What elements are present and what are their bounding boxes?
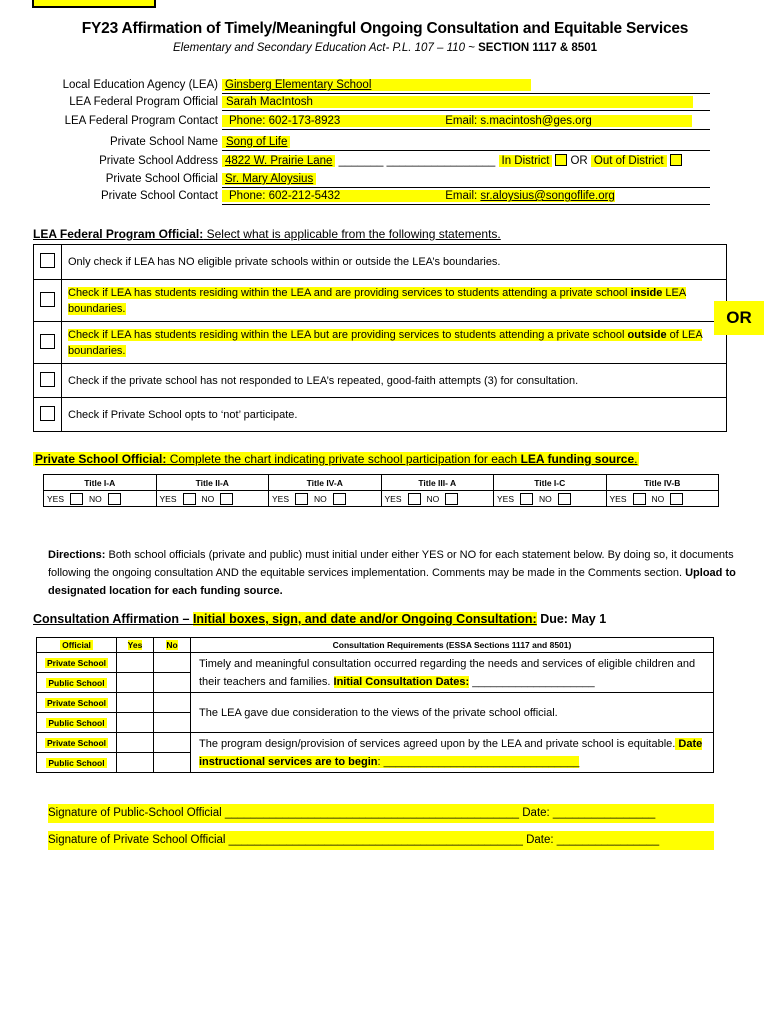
yes-checkbox[interactable] [183, 493, 196, 505]
yes-initial-box[interactable] [117, 713, 154, 733]
funding-yes-no-cell: YES NO [269, 491, 382, 507]
statement-text: Check if LEA has students residing within the LEA but are providing services to students attending a private school outside of LEA boundaries. [62, 322, 727, 364]
statement-checkbox-cell [34, 364, 62, 398]
private-section-heading: Private School Official: Complete the chart indicating private school participation for each LEA funding source. [35, 452, 638, 466]
no-initial-box[interactable] [154, 673, 191, 693]
yes-initial-box[interactable] [117, 693, 154, 713]
document-title: FY23 Affirmation of Timely/Meaningful Ongoing Consultation and Equitable Services [81, 20, 689, 37]
lea-contact-label: LEA Federal Program Contact [64, 115, 218, 127]
private-school-contact-email-prefix: Email: [445, 190, 481, 202]
or-label: OR [570, 155, 588, 167]
funding-header: Title II-A [156, 475, 269, 491]
lea-official-field[interactable] [222, 95, 710, 111]
private-school-contact-field[interactable] [222, 189, 710, 205]
private-school-official-field[interactable] [222, 172, 710, 188]
lea-contact-field[interactable] [222, 114, 710, 130]
statement-text: Check if the private school has not responded to LEA’s repeated, good-faith attempts (3) for consultation. [62, 364, 727, 398]
statement-checkbox[interactable] [40, 253, 55, 268]
lea-official-label: LEA Federal Program Official [69, 96, 218, 108]
no-checkbox[interactable] [333, 493, 346, 505]
yes-checkbox[interactable] [70, 493, 83, 505]
lea-contact-phone: Phone: 602-173-8923 [222, 115, 445, 127]
funding-yes-no-cell: YES NO [156, 491, 269, 507]
statement-checkbox-cell [34, 398, 62, 432]
public-school-cell: Public School [37, 713, 117, 733]
lea-contact-email: Email: s.macintosh@ges.org [445, 115, 692, 127]
public-school-signature-line[interactable]: Signature of Public-School Official ______________________________________________ Date: ________________ [48, 804, 714, 823]
requirements-column-header: Consultation Requirements (ESSA Sections 1117 and 8501) [191, 638, 714, 653]
private-school-address-field[interactable] [222, 154, 710, 170]
lea-section-heading-text: Select what is applicable from the following statements. [203, 227, 501, 241]
no-initial-box[interactable] [154, 753, 191, 773]
private-school-name-field[interactable] [222, 135, 710, 151]
no-initial-box[interactable] [154, 653, 191, 673]
no-checkbox[interactable] [558, 493, 571, 505]
private-school-address-blank: _______ _________________ [338, 155, 496, 167]
no-checkbox[interactable] [108, 493, 121, 505]
funding-yes-no-cell: YES NO [606, 491, 719, 507]
statement-row [34, 322, 727, 364]
header-yellow-tab [32, 0, 156, 8]
funding-header: Title I-C [494, 475, 607, 491]
no-initial-box[interactable] [154, 693, 191, 713]
funding-header: Title III- A [381, 475, 494, 491]
no-column-header: No [154, 638, 191, 653]
no-checkbox[interactable] [220, 493, 233, 505]
in-district-checkbox[interactable] [555, 154, 567, 166]
yes-initial-box[interactable] [117, 673, 154, 693]
funding-header: Title I-A [44, 475, 157, 491]
lea-section-heading [33, 227, 501, 241]
private-school-official-value: Sr. Mary Aloysius [222, 173, 316, 185]
lea-statements-table [33, 244, 727, 432]
private-school-cell: Private School [37, 733, 117, 753]
lea-field[interactable] [222, 78, 710, 94]
statement-text: Only check if LEA has NO eligible private schools within or outside the LEA’s boundaries. [62, 245, 727, 280]
requirement-1: Timely and meaningful consultation occurred regarding the needs and services of eligible children and their teachers and families. Initial Consultation Dates: ____________________ [191, 653, 714, 693]
statement-checkbox-cell [34, 245, 62, 280]
funding-header: Title IV-B [606, 475, 719, 491]
public-school-cell: Public School [37, 673, 117, 693]
no-checkbox[interactable] [445, 493, 458, 505]
statement-row [34, 280, 727, 322]
private-school-name-value: Song of Life [222, 136, 290, 148]
private-school-cell: Private School [37, 653, 117, 673]
funding-source-table [43, 474, 719, 507]
subtitle-section: SECTION 1117 & 8501 [478, 42, 597, 54]
statement-checkbox[interactable] [40, 406, 55, 421]
lea-section-heading-bold: LEA Federal Program Official: [33, 227, 204, 241]
in-district-label: In District [499, 155, 553, 167]
private-school-signature-line[interactable]: Signature of Private School Official ______________________________________________ Date: ________________ [48, 831, 714, 850]
private-school-contact-email[interactable]: sr.aloysius@songoflife.org [480, 190, 615, 202]
yes-checkbox[interactable] [295, 493, 308, 505]
subtitle-act: Elementary and Secondary Education Act- P.L. 107 – 110 ~ [173, 42, 475, 54]
private-school-official-label: Private School Official [105, 173, 218, 185]
yes-initial-box[interactable] [117, 733, 154, 753]
no-initial-box[interactable] [154, 733, 191, 753]
statement-row [34, 398, 727, 432]
yes-initial-box[interactable] [117, 653, 154, 673]
lea-value: Ginsberg Elementary School [222, 79, 531, 91]
yes-checkbox[interactable] [520, 493, 533, 505]
yes-checkbox[interactable] [633, 493, 646, 505]
statement-text: Check if LEA has students residing within the LEA and are providing services to students attending a private school inside LEA boundaries. [62, 280, 727, 322]
requirement-3: The program design/provision of services agreed upon by the LEA and private school is equitable. Date instructional services are to begin: ________________________________ [191, 733, 714, 773]
statement-checkbox-cell [34, 322, 62, 364]
funding-yes-no-cell: YES NO [381, 491, 494, 507]
statement-row [34, 245, 727, 280]
yes-initial-box[interactable] [117, 753, 154, 773]
private-school-contact-label: Private School Contact [101, 190, 218, 202]
out-district-checkbox[interactable] [670, 154, 682, 166]
statement-checkbox[interactable] [40, 334, 55, 349]
private-school-address-value: 4822 W. Prairie Lane [222, 155, 335, 167]
official-column-header: Official [37, 638, 117, 653]
directions-paragraph: Directions: Both school officials (private and public) must initial under either YES or NO for each statement below. By doing so, it documents following the ongoing consultation AND the equitable services implementation. Comments may be made in the Comments section. Upload to designated location for each funding source. [48, 549, 736, 597]
requirement-2: The LEA gave due consideration to the views of the private school official. [191, 693, 714, 733]
lea-official-value: Sarah MacIntosh [222, 96, 693, 108]
or-badge: OR [714, 301, 764, 335]
no-initial-box[interactable] [154, 713, 191, 733]
lea-label: Local Education Agency (LEA) [62, 79, 218, 91]
statement-row [34, 364, 727, 398]
statement-checkbox[interactable] [40, 292, 55, 307]
no-checkbox[interactable] [670, 493, 683, 505]
document-subtitle [0, 42, 770, 54]
public-school-cell: Public School [37, 753, 117, 773]
consultation-heading: Consultation Affirmation – Initial boxes, sign, and date and/or Ongoing Consultation: Due: May 1 [33, 612, 607, 626]
statement-checkbox[interactable] [40, 372, 55, 387]
consultation-table [36, 637, 714, 773]
funding-yes-no-cell: YES NO [44, 491, 157, 507]
private-school-cell: Private School [37, 693, 117, 713]
yes-checkbox[interactable] [408, 493, 421, 505]
private-school-name-label: Private School Name [109, 136, 218, 148]
private-school-address-label: Private School Address [99, 155, 218, 167]
statement-text: Check if Private School opts to ‘not’ participate. [62, 398, 727, 432]
private-school-contact-phone: Phone: 602-212-5432 [222, 190, 445, 202]
out-district-label: Out of District [591, 155, 667, 167]
funding-yes-no-cell: YES NO [494, 491, 607, 507]
statement-checkbox-cell [34, 280, 62, 322]
funding-header: Title IV-A [269, 475, 382, 491]
yes-column-header: Yes [117, 638, 154, 653]
